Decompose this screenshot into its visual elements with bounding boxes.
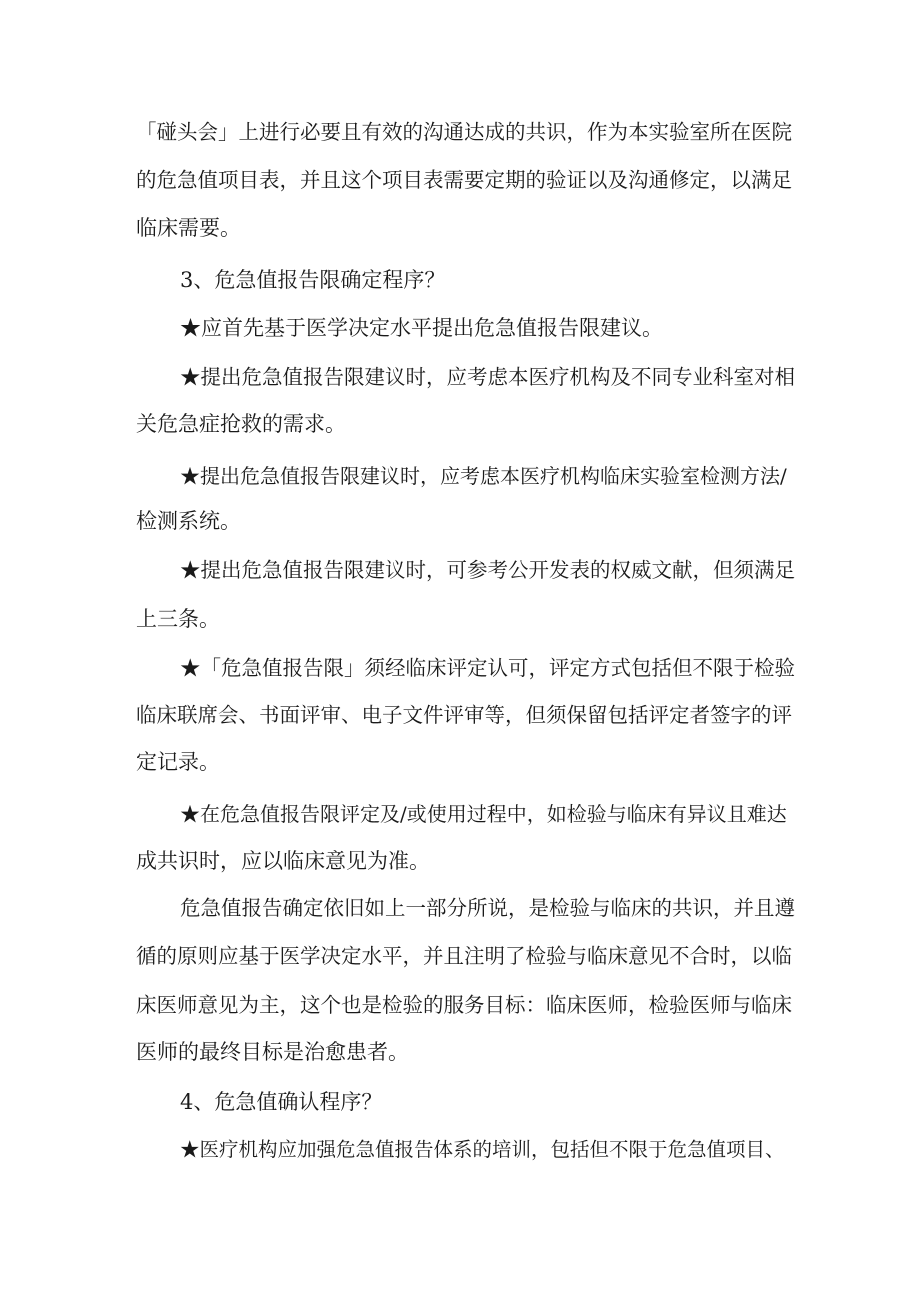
text-line: 检测系统。: [136, 509, 241, 533]
text-line: 关危急症抢救的需求。: [136, 412, 346, 436]
text-line: 上三条。: [136, 607, 220, 631]
text-line: 临床需要。: [136, 216, 241, 240]
text-line: ★在危急值报告限评定及/或使用过程中，如检验与临床有异议且难达: [180, 802, 787, 826]
text-line: 成共识时，应以临床意见为准。: [136, 849, 430, 873]
text-line: 危急值报告确定依旧如上一部分所说，是检验与临床的共识，并且遵: [180, 896, 795, 920]
text-line: 床医师意见为主，这个也是检验的服务目标：临床医师，检验医师与临床: [136, 993, 792, 1017]
section-heading: 4、危急值确认程序？: [180, 1090, 383, 1114]
text-line: ★医疗机构应加强危急值报告体系的培训，包括但不限于危急值项目、: [180, 1138, 785, 1161]
text-line: 临床联席会、书面评审、电子文件评审等，但须保留包括评定者签字的评: [136, 703, 792, 727]
text-line: ★「危急值报告限」须经临床评定认可，评定方式包括但不限于检验: [180, 656, 795, 680]
text-line: 「碰头会」上进行必要且有效的沟通达成的共识，作为本实验室所在医院: [136, 120, 792, 144]
text-line: 定记录。: [136, 750, 220, 774]
text-line: ★应首先基于医学决定水平提出危急值报告限建议。: [180, 316, 663, 340]
text-line: ★提出危急值报告限建议时，可参考公开发表的权威文献，但须满足: [180, 558, 795, 582]
text-line: ★提出危急值报告限建议时，应考虑本医疗机构临床实验室检测方法/: [180, 464, 787, 488]
text-line: 医师的最终目标是治愈患者。: [136, 1040, 409, 1064]
section-heading: 3、危急值报告限确定程序？: [180, 268, 446, 292]
text-line: ★提出危急值报告限建议时，应考虑本医疗机构及不同专业科室对相: [180, 365, 795, 389]
text-line: 循的原则应基于医学决定水平，并且注明了检验与临床意见不合时，以临: [136, 944, 792, 968]
text-line: 的危急值项目表，并且这个项目表需要定期的验证以及沟通修定，以满足: [136, 168, 792, 192]
